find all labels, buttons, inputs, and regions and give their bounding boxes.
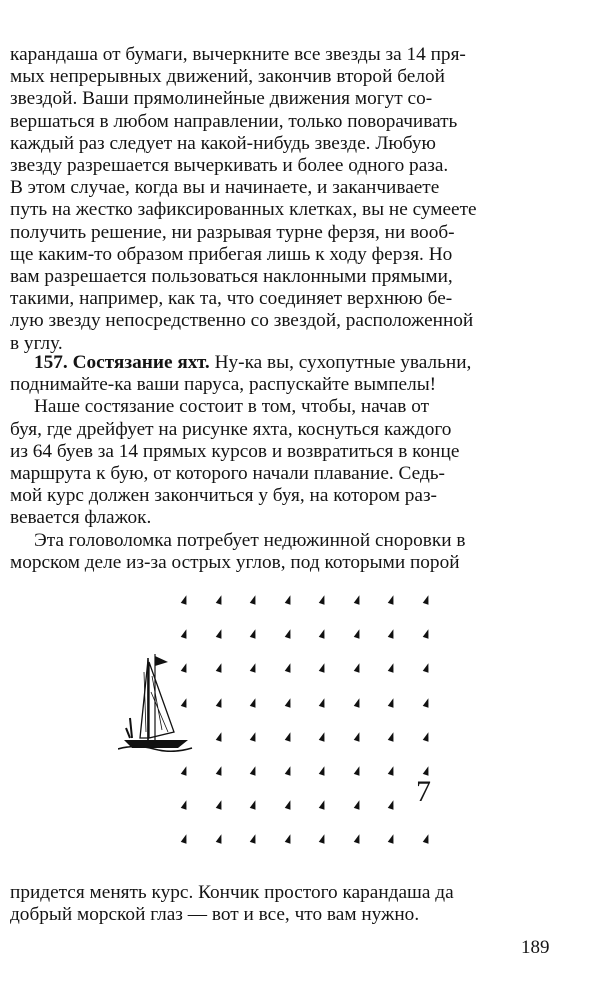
buoy-marker <box>388 628 396 638</box>
buoy-marker <box>353 834 361 844</box>
buoy-marker <box>388 731 396 741</box>
buoy-marker <box>181 834 189 844</box>
buoy-marker <box>319 697 327 707</box>
text-line: поднимайте-ка ваши паруса, распускайте вымпелы! <box>10 374 437 396</box>
text-line: из 64 буев за 14 прямых курсов и возвратиться в конце <box>10 440 460 462</box>
buoy-marker <box>422 731 430 741</box>
buoy-marker <box>284 731 292 741</box>
buoy-marker <box>422 594 430 604</box>
buoy-marker <box>284 834 292 844</box>
buoy-marker <box>284 663 292 673</box>
buoy-marker <box>353 731 361 741</box>
buoy-marker <box>250 731 258 741</box>
buoy-marker <box>353 594 361 604</box>
buoy-marker <box>250 663 258 673</box>
text-line: вершаться в любом направлении, только поворачивать <box>10 110 458 132</box>
buoy-marker <box>422 697 430 707</box>
buoy-marker <box>215 834 223 844</box>
buoy-marker <box>319 731 327 741</box>
text-line: Наше состязание состоит в том, чтобы, начав от <box>34 396 430 418</box>
puzzle-heading-line <box>10 352 548 374</box>
text-line: мой курс должен закончиться у буя, на котором раз- <box>10 485 437 507</box>
buoy-marker <box>250 628 258 638</box>
text-line: лую звезду непосредственно со звездой, расположенной <box>10 310 474 332</box>
buoy-marker <box>181 799 189 809</box>
buoy-marker <box>284 765 292 775</box>
puzzle-intro: Ну-ка вы, сухопутные увальни, <box>214 352 472 373</box>
buoy-marker <box>250 834 258 844</box>
buoy-marker <box>215 765 223 775</box>
buoy-marker <box>181 765 189 775</box>
text-line: маршрута к бую, от которого начали плавание. Седь- <box>10 463 445 485</box>
buoy-marker <box>319 765 327 775</box>
text-line: получить решение, ни разрывая турне ферзя, ни вооб- <box>10 221 455 243</box>
buoy-marker <box>215 697 223 707</box>
buoy-marker <box>353 697 361 707</box>
buoy-marker <box>422 628 430 638</box>
paragraph-1 <box>10 44 548 355</box>
yacht-icon <box>118 652 194 752</box>
text-line: в углу. <box>10 332 63 354</box>
text-line: путь на жестко зафиксированных клетках, вы не сумеете <box>10 199 477 221</box>
buoy-marker <box>215 628 223 638</box>
buoy-marker <box>353 799 361 809</box>
buoy-marker <box>215 594 223 604</box>
text-line: добрый морской глаз — вот и все, что вам нужно. <box>10 904 420 926</box>
text-line: такими, например, как та, что соединяет верхнюю бе- <box>10 288 453 310</box>
buoy-marker <box>422 663 430 673</box>
buoy-marker <box>353 663 361 673</box>
buoy-marker <box>215 663 223 673</box>
text-line: вам разрешается пользоваться наклонными прямыми, <box>10 266 453 288</box>
paragraph-end <box>10 882 548 926</box>
buoy-marker <box>284 697 292 707</box>
buoy-marker <box>215 799 223 809</box>
text-line: морском деле из-за острых углов, под которыми порой <box>10 551 460 573</box>
buoy-marker <box>388 765 396 775</box>
buoy-marker <box>181 628 189 638</box>
buoy-marker <box>319 663 327 673</box>
page-number: 189 <box>521 937 550 958</box>
buoy-marker <box>388 799 396 809</box>
buoy-marker <box>319 594 327 604</box>
text-line: вевается флажок. <box>10 507 152 529</box>
buoy-marker <box>284 628 292 638</box>
buoy-marker <box>353 628 361 638</box>
text-line: звезду разрешается вычеркивать и более одного раза. <box>10 155 449 177</box>
puzzle-title: 157. Состязание яхт. <box>34 352 210 373</box>
flag-buoy-label: 7 <box>416 775 431 808</box>
buoy-marker <box>319 799 327 809</box>
buoy-marker <box>181 594 189 604</box>
text-line: В этом случае, когда вы и начинаете, и заканчиваете <box>10 177 440 199</box>
buoy-marker <box>319 628 327 638</box>
buoy-marker <box>215 731 223 741</box>
buoy-marker <box>250 594 258 604</box>
buoy-marker <box>250 697 258 707</box>
text-line: мых непрерывных движений, закончив второй белой <box>10 66 445 88</box>
buoy-marker <box>422 834 430 844</box>
buoy-marker <box>388 697 396 707</box>
buoy-marker <box>388 594 396 604</box>
buoy-marker <box>388 663 396 673</box>
text-line: ще каким-то образом прибегая лишь к ходу ферзя. Но <box>10 243 453 265</box>
buoy-marker <box>388 834 396 844</box>
text-line: карандаша от бумаги, вычеркните все звезды за 14 пря- <box>10 44 466 65</box>
buoy-marker <box>284 799 292 809</box>
text-line: буя, где дрейфует на рисунке яхта, коснуться каждого <box>10 418 452 440</box>
text-line: каждый раз следует на какой-нибудь звезде. Любую <box>10 132 436 154</box>
buoy-marker <box>353 765 361 775</box>
text-line: звездой. Ваши прямолинейные движения могут со- <box>10 88 433 110</box>
yacht-illustration <box>118 652 194 757</box>
buoy-marker <box>250 765 258 775</box>
text-line: придется менять курс. Кончик простого карандаша да <box>10 882 454 903</box>
buoy-marker <box>319 834 327 844</box>
buoy-marker <box>284 594 292 604</box>
puzzle-157 <box>10 352 548 574</box>
text-line: Эта головоломка потребует недюжинной сноровки в <box>34 529 466 551</box>
buoy-marker <box>250 799 258 809</box>
